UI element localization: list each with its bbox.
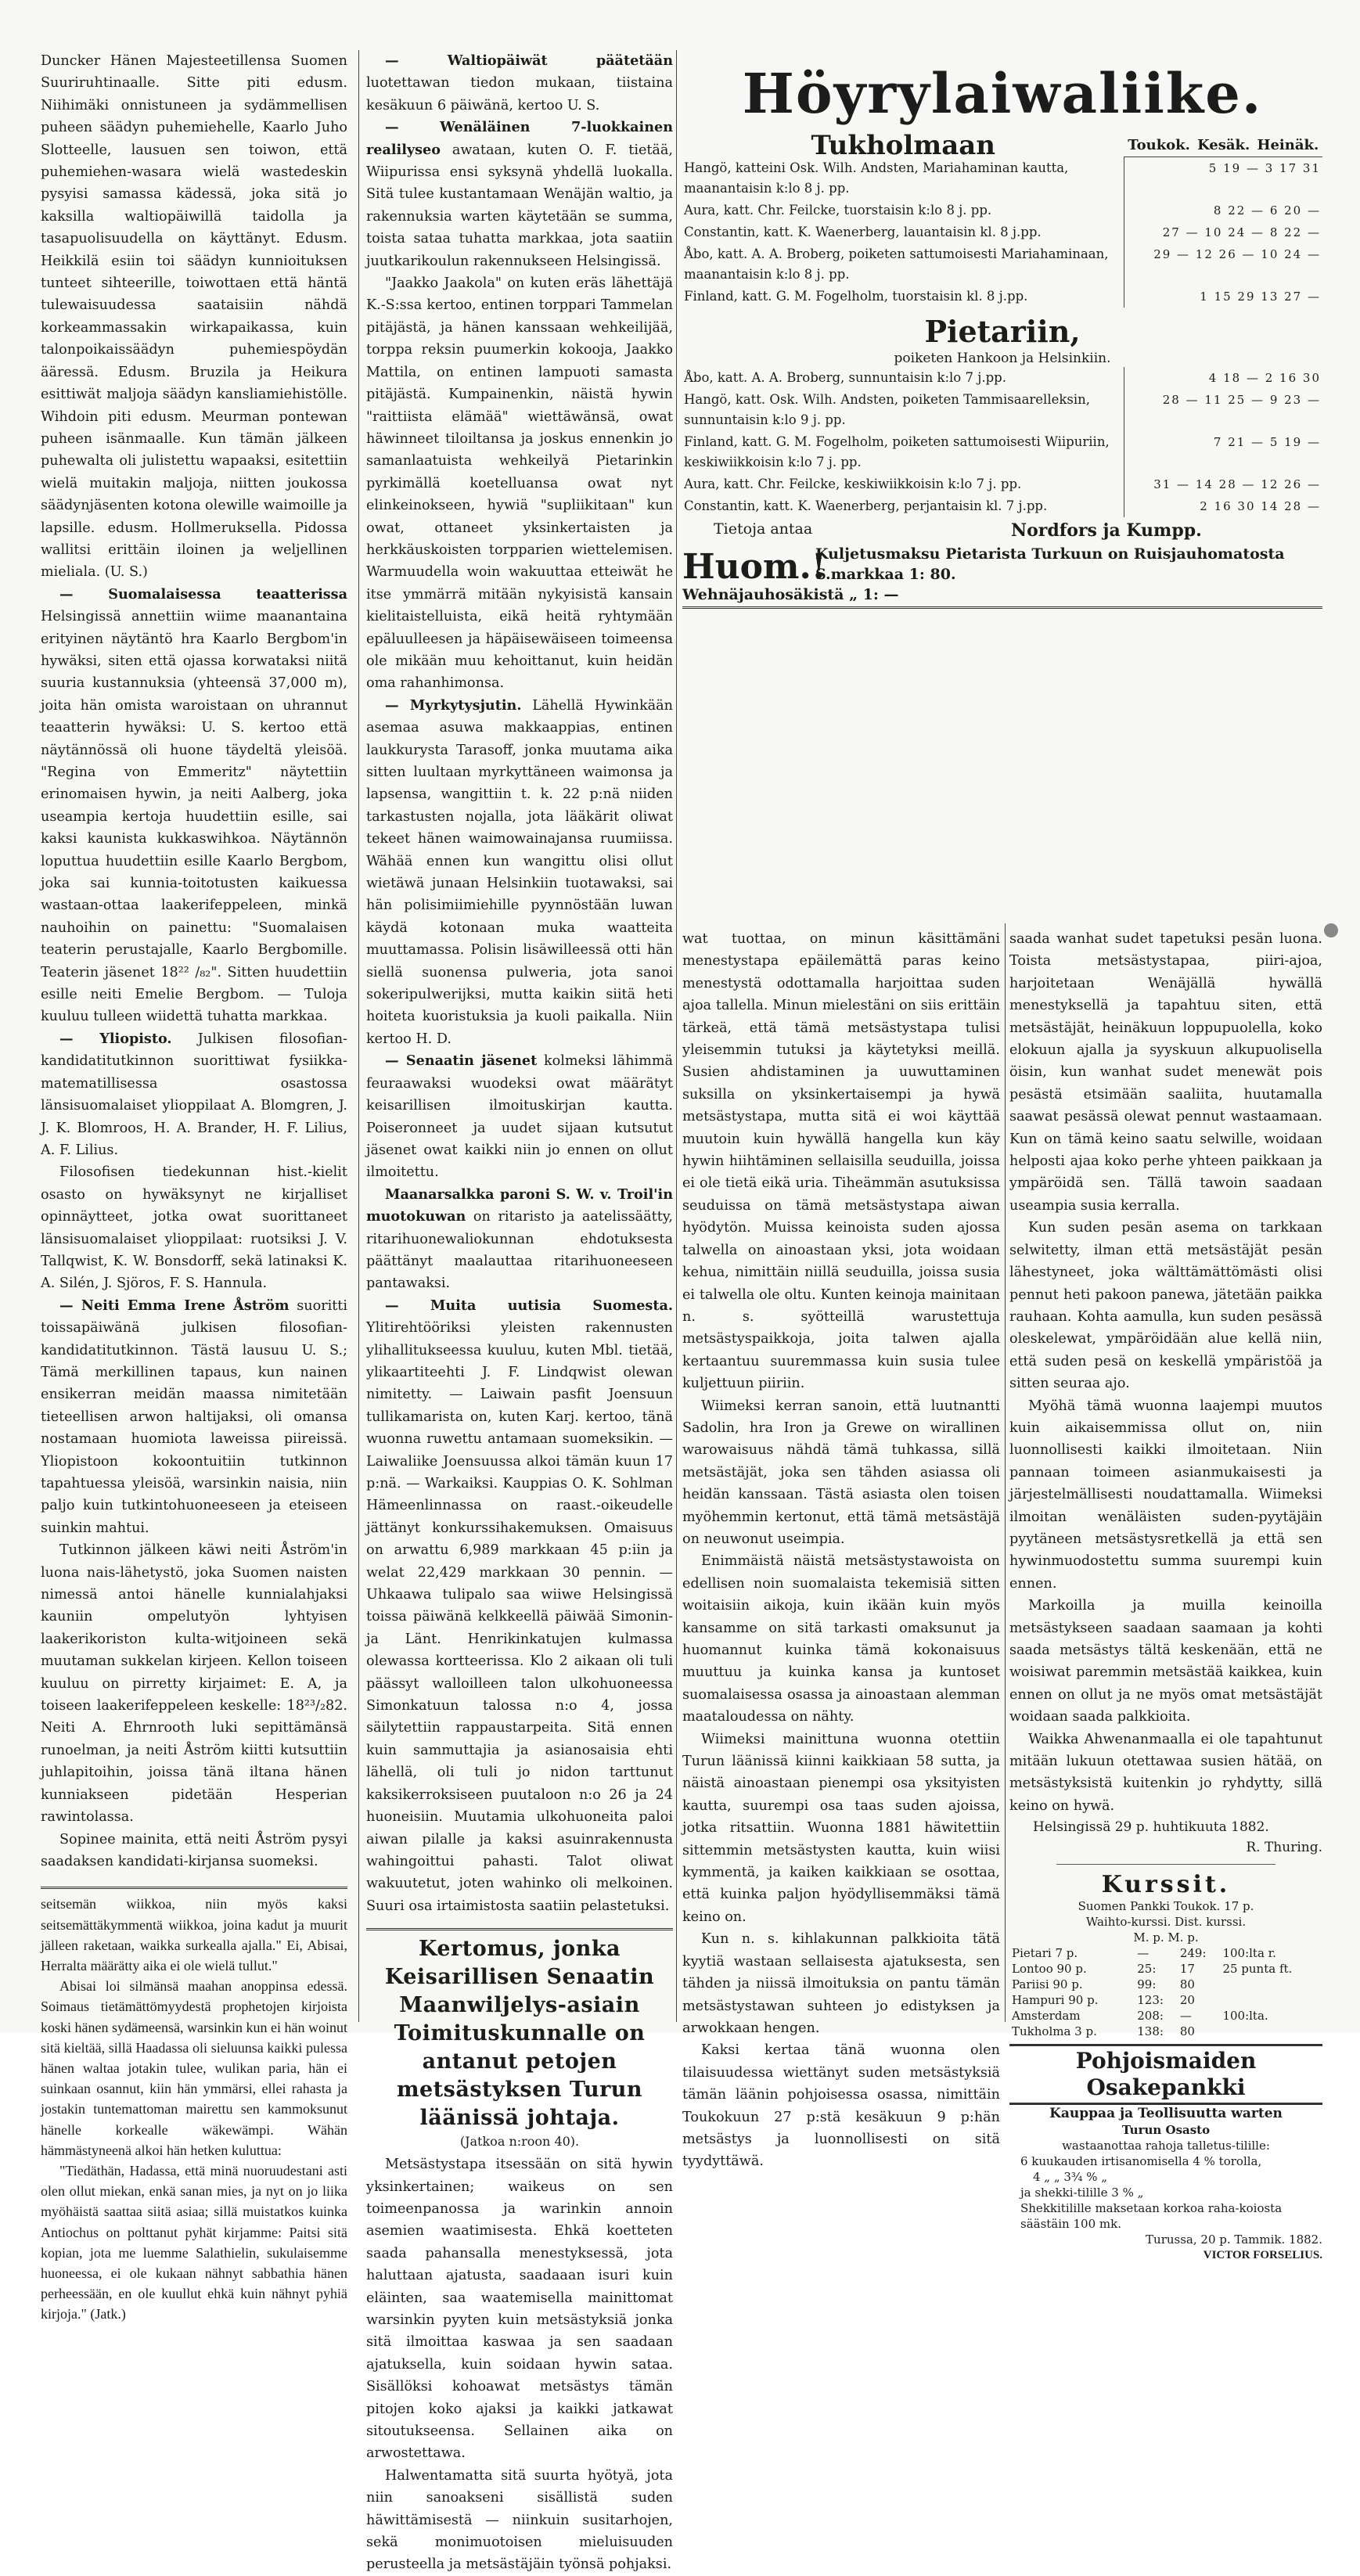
schedule-dates: 27 — 10 24 — 8 22 — (1124, 221, 1323, 243)
rate-value: 17 (1179, 1962, 1195, 1977)
report-paragraph: Myöhä tämä wuonna laajempi muutos kuin aikaisemmissa ollut on, niin luonnollisesti kaikki ilmoitetaan. Niin pannaan toimeen asianmukaisesti ja järjestelmällisesti noudattamalla. Wiimeksi ilmoitan wenäläisten suden-pyytäjäin pyytäneen metsästysretkellä ja että sen hywinmuodostettu summa suurempi kuin ennen. (1009, 1398, 1322, 1592)
schedule-ship: Aura, katt. Chr. Feilcke, keskiwiikkoisin k:lo 7 j. pp. (684, 476, 1022, 491)
column-3 (682, 928, 1000, 2170)
column-rule (676, 50, 677, 2022)
schedule-ship: Aura, katt. Chr. Feilcke, tuorstaisin k:lo 8 j. pp. (684, 202, 992, 218)
rate-value: 138: (1137, 2024, 1164, 2039)
report-paragraph: Kun n. s. kihlakunnan palkkioita tätä kyytiä wastaan sellaisesta ajatuksesta, sen tähden ja niissä ilmoituksia on pantu tämän metsästystawan suhteen jo edistyksen ja arwokkaan hengen. (682, 1931, 1000, 2036)
exchange-rates-title: Kurssit. (1101, 1871, 1231, 1899)
article-lead: — Wenäläinen 7-luokkainen realilyseo (366, 119, 673, 158)
schedule-dates: 4 18 — 2 16 30 (1124, 367, 1323, 389)
report-signer: R. Thuring. (1246, 1840, 1322, 1856)
schedule-row (682, 367, 1322, 389)
rate-value: 208: (1137, 2009, 1164, 2024)
exchange-rates-units: M. p. M. p. (1133, 1930, 1199, 1945)
route-heading: Tukholmaan (811, 130, 996, 161)
report-subtitle: (Jatkoa n:roon 40). (459, 2134, 580, 2150)
bank-ad-date: Turussa, 20 p. Tammik. 1882. (1146, 2232, 1322, 2247)
rate-place: Amsterdam (1012, 2009, 1081, 2024)
report-paragraph: Markoilla ja muilla keinoilla metsästykseen saadaan saamaan ja kohti saada metsästys tältä keskenään, että ne woisiwat paremmin metsästää kaikkea, kuin ennen on ollut ja ne myös omat metsästäjät woidaan saada palkkioita. (1009, 1598, 1322, 1725)
article-paragraph: luotettawan tiedon mukaan, tiistaina kesäkuun 6 päiwänä, kertoo U. S. (366, 75, 673, 113)
column-2 (366, 50, 673, 2573)
article-lead: Maanarsalkka paroni S. W. v. Troil'in muotokuwan (366, 1185, 673, 1225)
section-divider (366, 1928, 673, 1930)
rate-unit: 100:lta r. (1222, 1946, 1276, 1961)
rate-row (1009, 1992, 1322, 2008)
bank-ad-signer: VICTOR FORSELIUS. (1203, 2249, 1322, 2262)
bank-ad-intro: wastaanottaa rahoja talletus-tilille: (1062, 2139, 1270, 2153)
report-paragraph: Enimmäistä näistä metsästystawoista on edellisen noin suomalaista tekemisiä sitten woitaisiin aikoja, kuin ikään kuin myös kansamme on sitä tarkasti omaksunut ja huomannut kuinka tämä kokonaisuus muuttuu ja kuinka kansa ja kuntoset suomalaisessa osassa ja ainoastaan alemman maataloudessa on nähty. (682, 1553, 1000, 1725)
rate-value: 123: (1137, 1993, 1164, 2008)
article-paragraph: Helsingissä annettiin wiime maanantaina erityinen näytäntö hra Kaarlo Bergbom'in hywäksi, siten että ojassa korwataksi niitä suuria kustannuksia (yhteensä 37,000 m), joita hän omista waroistaan on uhrannut teaatterin hywäksi: U. S. kertoo että näytännössä oli huone täydeltä yleisöä. "Regina von Emmeritz" näytettiin erinomaisen hywin, ja neiti Aalberg, joka useampia kertoja huudettiin esille, sai kaksi kaunista kukkaswihkoa. Näytännön loputtua huudettiin esille Kaarlo Bergbom, joka sai kunnia-toitotusten kaikuessa wastaan-ottaa laakerifeppeleen, minkä nauhoihin on painettu: "Suomalaisen teaterin perustajalle, Kaarlo Bergbomille. Teaterin jäsenet 18²² /₈₂". Sitten huudettiin esille neiti Emelie Bergbom. — Tuloja kuuluu tulleen wiidettä tuhatta markkaa. (41, 609, 347, 1025)
article-paragraph: suoritti toissapäiwänä julkisen filosofian-kandidatitutkinnon. Tästä lausuu U. S.; Tämä merkillinen tapaus, kun nainen ensikerran meidän maassa nimitetään tieteellisen arwon haltijaksi, oli omansa nostamaan huomiota laweissa piireissä. Yliopistoon kokoontuitiin tutkinnon tapahtuessa yleisöä, warsinkin naisia, niin paljo kuin tutkintohuoneeseen ja eteiseen suinkin mahtui. (41, 1297, 347, 1536)
freight-rate-wheat: Wehnäjauhosäkistä „ 1: — (682, 585, 899, 603)
article-paragraph: Julkisen filosofian-kandidatitutkinnon suorittiwat fysiikka-matematillisessa osastossa länsisuomalaiset ylioppilaat A. Blomgren, J. J. K. Blomroos, H. A. Brander, H. F. Lilius, A. F. Lilius. (41, 1031, 347, 1158)
bank-ad-branch: Turun Osasto (1121, 2123, 1211, 2138)
schedule-dates: 7 21 — 5 19 — (1124, 431, 1323, 473)
rate-place: Pietari 7 p. (1012, 1946, 1078, 1961)
column-rule (1005, 923, 1006, 2022)
rate-place: Lontoo 90 p. (1012, 1962, 1087, 1977)
article-lead: — Neiti Emma Irene Åström (59, 1297, 290, 1314)
schedule-row (682, 221, 1322, 243)
section-divider (682, 606, 1322, 609)
schedule-row (682, 473, 1322, 495)
article-lead: — Suomalaisessa teaatterissa (59, 585, 347, 603)
schedule-ship: Åbo, katt. A. A. Broberg, poiketen sattumoisesti Mariahaminaan, maanantaisin k:lo 8 j. pp. (684, 246, 1109, 282)
article-paragraph: "Jaakko Jaakola" on kuten eräs lähettäjä K.-S:ssa kertoo, entinen torppari Tammelan pitäjästä, ja hänen kanssaan wehkeilijää, torppa reksin puumerkin kokooja, Jaakko Mattila, on entinen lampuoti samasta pitäjästä. Kumpainenkin, näistä hywin "raittiista elämää" wiettäwänsä, owat häwinneet tiloiltansa ja joskus ennenkin jo samanlaatuista wehkeilyä Pietarinkin pyrkimällä koetelluansa owat nyt elinkeinokseen, hywiä "supliikitaan" kun owat, ottaneet yksinkertaisten ja herkkäuskoisten torpparien wiettelemisen. Warmuudella woin wakuuttaa etteiwät he itse ymmärrä mitään nykyisistä kansain kielitaistelluista, eikä heitä ryhtymään epäluulleesen ja häpäisewäiseen toimeensa ole mikään muu kehoittanut, kuin heidän oma rahanhimonsa. (366, 275, 673, 692)
report-paragraph: Kun suden pesän asema on tarkkaan selwitetty, ilman että metsästäjät pesän lähestyneet, joka wälttämättömästi olisi pennut heti pakoon panewa, jätetään paikka rauhaan. Kohta aamulla, kun suden pesässä oleskelewat, ympäröidään alue kellä niin, että suden pesä on keskellä ympäristöä ja sitten seuraa ajo. (1009, 1220, 1322, 1392)
article-paragraph: Ylitirehtööriksi yleisten rakennusten ylihallitukseessa kuuluu, kuten Mbl. tietää, ylikaartiteehti J. F. Lindqwist olewan nimitetty. — Laiwain pasfit Joensuun tullikamarista on, kuten Karj. kertoo, tänä wuonna ruwettu antamaan suomeksikin. — Laiwaliike Joensuussa alkoi tämän kuun 17 p:nä. — Warkaiksi. Kauppias O. K. Sohlman Hämeenlinnassa on raast.-oikeudelle jättänyt konkurssihakemuksen. Omaisuus on arwattu 6,989 markkaan 45 p:iin ja welat 22,429 markkaan 30 pennin. — Uhkaawa tulipalo saa wiiwe Helsingissä toissa päiwänä kelkkeellä päiwää Simonin- ja Länt. Henrikinkatujen kulmassa olewassa kortteerissa. Klo 2 aikaan oli tuli päässyt walloilleen talon ulkohuoneessa Simonkatuun talossa n:o 4, jossa säilytettiin rappaustarpeita. Sitä ennen kuin sammuttajia ja asianosaisia ehti lähellä, oli tuli jo nidon tarttunut kaksikerroksiseen puutaloon n:o 26 ja 24 huoneisiin. Muutamia ulkohuoneita paloi aiwan pilalle ja kaksi asuinrakennusta wahingoittui pahasti. Talot oliwat wakuutetut, joten wahinko oli melkoinen. Suuri osa irtaimistosta saatiin pelastetuksi. (366, 1320, 673, 1914)
report-paragraph: wat tuottaa, on minun käsittämäni menestystapa epäilemättä paras keino menestystä odottamalla harjoittaa suden ajoa tallella. Minun mielestäni on siis erittäin tärkeä, että tämä metsästystapa tulisi yleisemmin tutuksi ja käytetyksi meillä. Susien ahdistaminen ja uuwuttaminen suksilla on yksinkertaisempi ja hywä metsästystapa, mutta sitä ei woi käyttää muutoin kuin hywällä hangella kun käy hywin hiihtäminen sellaisilla seuduilla, joissa ei ole tietä eikä uria. Tiheämmän asutuksissa seuduissa on tämä metsästystapa aiwan hyödytön. Muissa keinoista suden ajossa talwella on ainoastaan yksi, jota woidaan kehua, nimittäin niillä seuduilla, joissa susia ei talwella ole oltu. Kunten keinoja mainitaan n. s. syötteillä warustettuja metsästyspaikkoja, joita talwen ajalla kertaantuu suuremmassa kuin susia tulee kuljettuun piiriin. (682, 931, 1000, 1392)
rate-row (1009, 1961, 1322, 1977)
schedule-row (682, 389, 1322, 431)
company-name: Nordfors ja Kumpp. (1011, 520, 1202, 541)
schedule-row (682, 157, 1322, 200)
schedule-ship: Constantin, katt. K. Waenerberg, lauantaisin kl. 8 j.pp. (684, 224, 1042, 239)
column-1 (41, 50, 347, 2322)
article-paragraph: Tutkinnon jälkeen käwi neiti Åström'in luona nais-lähetystö, joka Suomen naisten nimessä antoi hänelle kunnialahjaksi kauniin ompelutyön lyhtyisen laakerikoriston kulta-witjoineen sekä muutaman sukkelan kirjeen. Kellon toiseen kuuluu on pirretty kirjaimet: E. A, ja toiseen laakerifeppeleen keskelle: 18²³/₂82. Neiti A. Ehrnrooth luki sepittämänsä runoelman, ja neiti Åström kiitti kutsuttiin juhlapitoihin, joissa tänä iltana hänen kunniakseen pidetään Hesperian rawintolassa. (41, 1542, 347, 1826)
month-heading: Heinäk. (1254, 135, 1322, 157)
schedule-row (682, 431, 1322, 473)
rate-row (1009, 2008, 1322, 2024)
rate-unit: 25 punta ft. (1222, 1962, 1293, 1977)
section-divider (41, 1887, 347, 1889)
schedule-row (682, 495, 1322, 517)
rate-unit (1220, 1992, 1322, 2008)
rate-value: 99: (1137, 1977, 1157, 1992)
rate-unit: 100:lta. (1222, 2009, 1268, 2024)
schedule-stockholm (682, 130, 1322, 308)
schedule-ship: Finland, katt. G. M. Fogelholm, poiketen sattumoisesti Wiipuriin, keskiwiikkoisin k:lo 7 j. pp. (684, 434, 1110, 470)
article-lead: — Waltiopäiwät päätetään (385, 52, 673, 69)
feuilleton-paragraph: seitsemän wiikkoa, niin myös kaksi seitsemättäkymmentä wiikkoa, joina kadut ja muurit jälleen raketaan, waikka surkealla ajalla." Ei, Abisai, Herralta määrätty aika ei ole wielä tullut." (41, 1896, 347, 1973)
article-lead: — Yliopisto. (59, 1030, 172, 1047)
rate-place: Tukholma 3 p. (1012, 2024, 1097, 2039)
rate-row (1009, 2024, 1322, 2039)
report-paragraph: Metsästystapa itsessään on sitä hywin yksinkertainen; waikeus on sen toimeenpanossa ja warinkin annoin asemien waatimisesta. Ehkä koetteten saada pahansalla menestyksessä, jota haluttaan ajatusta, saadaaan isuri kuin eläinten, saa waatemisella mainittomat warsinkin pyyten kuin metsästyksiä jonka sitä ilmoittaa kaswaa ja sen saadaan ajatuksella, kuin soidaan hywin sataa. Sisällöksi kohoawat metsästys tämän pitojen koko ajaksi ja kaikki jatkawat sitoutukseensa. Sellainen aika on arwostettawa. (366, 2157, 673, 2462)
huom-label: Huom.! (682, 546, 827, 587)
report-paragraph: Wiimeksi kerran sanoin, että luutnantti Sadolin, hra Iron ja Grewe on wirallinen warowaisuus nähdä tämä tuhkassa, sillä metsästäjät, joka sen tähden asiassa oli heidän kanssaan. Tästä asiasta olen toisen myöhemmin kertonut, että tämä metsästäjä on neuwonut useimpia. (682, 1398, 1000, 1547)
rate-value: 25: (1137, 1962, 1157, 1977)
report-title: Kertomus, jonka Keisarillisen Senaatin Maanwiljelys-asiain Toimituskunnalle on antanut petojen metsästyksen Turun läänissä johtaja. (384, 1937, 655, 2131)
schedule-ship: Åbo, katt. A. A. Broberg, sunnuntaisin k:lo 7 j.pp. (684, 369, 1006, 385)
contact-line (682, 520, 1322, 544)
rate-value: — (1179, 2009, 1192, 2024)
article-paragraph: Filosofisen tiedekunnan hist.-kielit osasto on hywäksynyt ne kirjalliset opinnäytteet, jotka owat suorittaneet länsisuomalaiset ylioppilaat: ruotsiksi J. V. Tallqwist, K. W. Bonsdorff, sekä latinaksi K. A. Silén, J. Sjöros, F. S. Hannula. (41, 1164, 347, 1292)
schedule-dates: 31 — 14 28 — 12 26 — (1124, 473, 1323, 495)
report-paragraph: saada wanhat sudet tapetuksi pesän luona. Toista metsästystapaa, piiri-ajoa, harjoitetaan Wenäjällä hywällä menestyksellä ja tapahtuu siten, että metsästäjät, heinäkuun loppupuolella, koko elokuun ajalla ja syyskuun alkupuolisella öisin, kun wanhat sudet menewät pois pesästä etsimään saaliita, huutamalla saawat pesässä olewat pennut wastaamaan. Kun on tämä keino saatu selwille, woidaan helposti ajaa koko perhe yhteen paikkaan ja ympäröidä sen. Tällä tawoin saadaan useampia susia kerralla. (1009, 931, 1322, 1214)
schedule-ship: Finland, katt. G. M. Fogelholm, tuorstaisin kl. 8 j.pp. (684, 288, 1028, 304)
article-paragraph: on ritaristo ja aatelissäätty, ritarihuonewaliokunnan ehdotuksesta päättänyt maalauttaa ritarihuoneeseen pantawaksi. (366, 1209, 673, 1292)
report-paragraph: Halwentamatta sitä suurta hyötyä, jota niin sanoakseni sisällistä suden häwittämisestä — niinkuin susitarhojen, sekä monimuotoisen mieluisuuden perusteella ja metsästäjäin työnsä pohjaksi. (366, 2467, 673, 2573)
shipping-title: Höyrylaiwaliike. (742, 61, 1263, 126)
report-paragraph: Wiimeksi mainittuna wuonna otettiin Turun läänissä kiinni kaikkiaan 58 sutta, ja näistä ainoastaan pienempi osa yksityisten kautta, suurempi osa taas suden ajoissa, jotka ritsattiin. Wuonna 1881 häwitettiin sittemmin metsästysten kautta, kuin wiisi kymmentä, ja kaiken kaikkiaan se osottaa, että kuinka paljon hyödyllisemmäksi tämä keino on. (682, 1731, 1000, 1925)
exchange-rates-table (1009, 1945, 1322, 2039)
schedule-row (682, 286, 1322, 308)
contact-label: Tietoja antaa (714, 520, 813, 538)
month-heading: Toukok. (1124, 135, 1194, 157)
bank-ad-title: Pohjoismaiden Osakepankki (1009, 2044, 1322, 2105)
bank-ad-rate: ja shekki-tilille 3 % „ (1020, 2186, 1144, 2200)
section-divider (1056, 1864, 1275, 1865)
schedule-dates: 1 15 29 13 27 — (1124, 286, 1323, 308)
exchange-rates-source: Suomen Pankki Toukok. 17 p. (1078, 1899, 1254, 1914)
schedule-dates: 29 — 12 26 — 10 24 — (1124, 243, 1323, 286)
ink-blot (1324, 923, 1338, 937)
rate-row (1009, 1977, 1322, 1992)
schedule-petersburg (682, 367, 1322, 517)
article-paragraph: Duncker Hänen Majesteetillensa Suomen Suuriruhtinaalle. Sitte piti edusm. Niihimäki onnistuneen ja sydämmellisen puheen säädyn puhemiehelle, Kaarlo Juho Slotteelle, lausuen sen toiwon, että puhemiehen-wasara wielä wastedeskin pysyisi samassa kädessä, joka sitä jo kaksilla waltiopäiwillä taidolla ja tasapuolisuudella on käyttänyt. Edusm. Heikkilä esiin toi säädyn kunnioituksen tunteet sihteerille, toiwottaen että häntä tulewaisuudessa saataisiin nähdä korkeammassakin wirkapaikassa, kuin talonpoikaissäädyn puhemiespöydän ääressä. Edusm. Bruzila ja Heikura esittiwät maljoja säädyn kansliamiehistölle. Wihdoin piti edusm. Meurman pontewan puheen isänmaalle. Kun tämän jälkeen puhewalta oli julistettu wapaaksi, esitettiin wielä muitakin maljoja, niitten joukossa säädynjäsenten kotona olewille waimoille ja lapsille. edusm. Hollmeruksella. Pidossa wallitsi erittäin iloinen ja weljellinen mieliala. (U. S.) (41, 53, 347, 581)
schedule-dates: 28 — 11 25 — 9 23 — (1124, 389, 1323, 431)
rate-unit (1220, 2024, 1322, 2039)
schedule-ship: Hangö, katteini Osk. Wilh. Andsten, Mariahaminan kautta, maanantaisin k:lo 8 j. pp. (684, 160, 1069, 196)
exchange-rates-columns: Waihto-kurssi. Dist. kurssi. (1085, 1915, 1247, 1930)
bank-ad-note: Shekkitilille maksetaan korkoa raha-koiosta säästäin 100 mk. (1020, 2201, 1283, 2232)
schedule-dates: 2 16 30 14 28 — (1124, 495, 1323, 517)
rate-value: — (1137, 1946, 1150, 1961)
article-lead: — Muita uutisia Suomesta. (385, 1297, 673, 1314)
route-heading: Pietariin, (924, 313, 1081, 349)
report-paragraph: Kaksi kertaa tänä wuonna olen tilaisuudessa wiettänyt suden metsästyksiä tämän läänin pohjoisessa osassa, nimittäin Toukokuun 27 p:stä kesäkuun 9 p:hän metsästys ja luonnollisesti on sitä tyydyttäwä. (682, 2042, 1000, 2170)
rate-place: Hampuri 90 p. (1012, 1993, 1099, 2008)
route-subheading: poiketen Hankoon ja Helsinkiin. (894, 350, 1111, 366)
shipping-advertisement (682, 50, 1322, 919)
schedule-row (682, 243, 1322, 286)
article-lead: — Myrkytysjutin. (385, 696, 522, 714)
bank-ad-subtitle: Kauppaa ja Teollisuutta warten (1049, 2106, 1283, 2122)
column-4 (1009, 928, 1322, 2262)
bank-ad-rate: 6 kuukauden irtisanomisella 4 % torolla, (1020, 2154, 1262, 2169)
article-paragraph: Lähellä Hywinkään asemaa asuwa makkaappias, entinen laukkurysta Tarasoff, jonka muutama aika sitten luultaan myrkyttäneen waimonsa ja lapsensa, wangittiin t. k. 22 p:nä niiden tarkastusten nojalla, jota lääkärit oliwat tekeet hänen waimowainajansa ruumiissa. Wähää ennen kun wangittu olisi ollut wietäwä junaan Helsinkiin tuotawaksi, sai hän polisimiimiehille pyynnöstään luwan käydä kotonaan muka waatteita muuttamassa. Polisin lisäwilleessä otti hän siellä suonensa pulweria, jota sanoi sokeripulwerijksi, mutta kaikin siitä heti hoiteta kuoristuksia ja kuoli paikalla. Niin kertoo H. D. (366, 697, 673, 1047)
article-paragraph: Sopinee mainita, että neiti Åström pysyi saadaksen kandidati-kirjansa suomeksi. (41, 1831, 347, 1869)
bank-ad-rate: 4 „ „ 3¾ % „ (1033, 2170, 1108, 2185)
rate-unit (1220, 1977, 1322, 1992)
rate-value: 80 (1179, 1977, 1195, 1992)
column-rule (358, 50, 359, 2022)
article-lead: — Senaatin jäsenet (385, 1052, 538, 1070)
report-paragraph: Waikka Ahwenanmaalla ei ole tapahtunut mitään lukuun otettawaa susien hätää, on metsästyksistä kuitenkin jo ryhdytty, sillä keino on hywä. (1009, 1731, 1322, 1814)
schedule-ship: Constantin, katt. K. Waenerberg, perjantaisin kl. 7 j.pp. (684, 498, 1048, 513)
feuilleton-paragraph: Abisai loi silmänsä maahan anoppinsa edessä. Soimaus tietämättömyydestä prophetojen kirjoista koski hänen sydämeensä, warsinkin kun ei hän woinut sitä kieltää, sillä Haadassa oli sieluunsa kaikki pulessa hänen waltaa jotakin tulee, wulikan paria, hän ei suinkaan osannut, kiin hän ymmärsi, ellei rahasta ja jostakin tuntemattoman mairettu sen kammoksunut hänelle korkealle wäkewämpi. Wähän hämmästyneenä alkoi hän hetken kuluttua: (41, 1978, 347, 2158)
rate-row (1009, 1945, 1322, 1961)
feuilleton-paragraph: "Tiedäthän, Hadassa, että minä nuoruudestani asti olen ollut miekan, enkä sanan mies, ja nyt on jo liika myöhäistä saattaa siitä asiaa; sillä muistatkos kuinka Antiochus on polttanut pyhät kirjamme: Paitsi sitä kopian, jota me luemme Salathielin, sukulaisemme huoneessa, ei ole kukaan nähnyt sabbathia hänen perheessään, en ole kuullut ehkä kuin nähnyt pyhiä kirjoja." (Jatk.) (41, 2162, 347, 2322)
freight-note (682, 544, 1322, 602)
freight-rate-rye: Kuljetusmaksu Pietarista Turkuun on Ruisjauhomatosta S.markkaa 1: 80. (815, 545, 1285, 583)
article-paragraph: awataan, kuten O. F. tietää, Wiipurissa ensi syksynä yhdellä luokalla. Sitä tulee kustantamaan Wenäjän waltio, ja rakennuksia warten käytetään se summa, toista sataa tuhatta markkaa, jota saatiin juutkarikoulun rakennukseen Helsingissä. (366, 142, 673, 269)
schedule-dates: 8 22 — 6 20 — (1124, 200, 1323, 221)
article-paragraph: kolmeksi lähimmä feuraawaksi wuodeksi owat määrätyt keisarillisen ilmoituskirjan kautta. Poiseronneet ja uudet sijaan kutsutut jäsenet owat kaikki niin jo ennen on ollut ilmoitettu. (366, 1053, 673, 1181)
schedule-row (682, 200, 1322, 221)
report-date: Helsingissä 29 p. huhtikuuta 1882. (1033, 1819, 1269, 1836)
schedule-dates: 5 19 — 3 17 31 (1124, 157, 1323, 200)
rate-value: 80 (1179, 2024, 1195, 2039)
rate-place: Pariisi 90 p. (1012, 1977, 1083, 1992)
month-heading: Kesäk. (1194, 135, 1254, 157)
rate-value: 249: (1179, 1946, 1207, 1961)
schedule-ship: Hangö, katt. Osk. Wilh. Andsten, poiketen Tammisaarelleksin, sunnuntaisin k:lo 9 j. pp. (684, 391, 1090, 427)
rate-value: 20 (1179, 1993, 1195, 2008)
